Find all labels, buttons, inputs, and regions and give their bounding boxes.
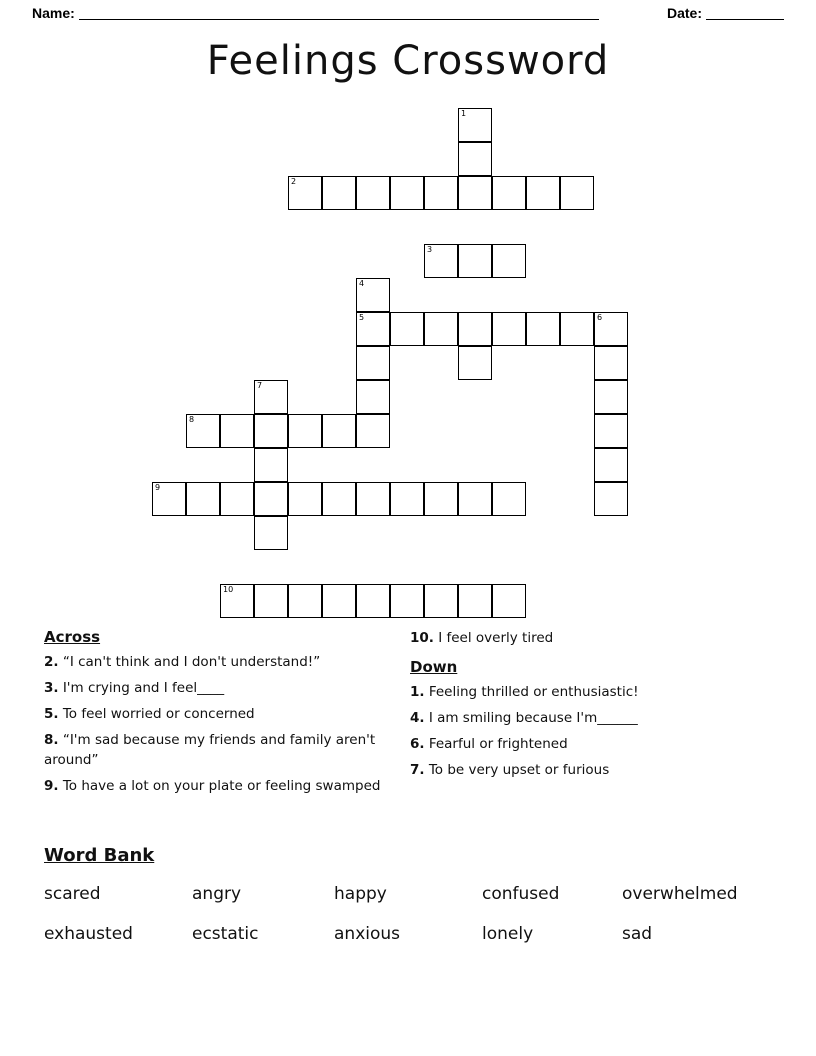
down-clue-list [410,682,780,780]
crossword-cell[interactable] [424,244,458,278]
clue-item [410,708,780,728]
crossword-cell[interactable] [186,414,220,448]
clue-item [410,682,780,702]
crossword-cell[interactable] [220,482,254,516]
across-clue-list-continued [410,628,780,648]
date-label: Date: [666,5,702,21]
clue-item [44,776,394,796]
clue-item [44,678,394,698]
crossword-cell-number: 1 [461,109,467,118]
crossword-cell[interactable] [458,244,492,278]
clue-number: 8. [44,732,59,748]
crossword-cell[interactable] [254,414,288,448]
crossword-cell-number: 10 [223,585,234,594]
word-bank-word: lonely [482,924,534,944]
crossword-cell[interactable] [390,312,424,346]
crossword-cell[interactable] [458,346,492,380]
crossword-cell[interactable] [594,380,628,414]
across-heading: Across [44,628,101,646]
crossword-cell[interactable] [492,176,526,210]
crossword-cell-number: 9 [155,483,161,492]
crossword-cell[interactable] [220,584,254,618]
name-label: Name: [32,5,75,21]
worksheet-header [0,0,816,26]
crossword-cell[interactable] [492,312,526,346]
crossword-cell[interactable] [390,482,424,516]
crossword-cell[interactable] [288,414,322,448]
crossword-cell[interactable] [322,482,356,516]
crossword-cell[interactable] [288,482,322,516]
clue-number: 1. [410,684,425,700]
crossword-cell[interactable] [492,584,526,618]
crossword-cell[interactable] [322,414,356,448]
crossword-cell[interactable] [526,176,560,210]
clue-text: To be very upset or furious [424,762,610,778]
crossword-cell[interactable] [254,380,288,414]
word-bank-grid [44,884,784,944]
crossword-cell[interactable] [594,346,628,380]
name-write-line[interactable] [79,7,599,20]
across-clue-list [44,652,394,796]
crossword-cell[interactable] [322,584,356,618]
crossword-cell[interactable] [560,176,594,210]
crossword-cell[interactable] [424,312,458,346]
word-bank-word: overwhelmed [622,884,738,904]
crossword-cell[interactable] [254,448,288,482]
word-bank-word: scared [44,884,101,904]
crossword-grid[interactable] [0,108,816,628]
crossword-cell[interactable] [356,380,390,414]
crossword-cell-number: 6 [597,313,603,322]
crossword-cell[interactable] [594,448,628,482]
word-bank-word: angry [192,884,242,904]
crossword-cell[interactable] [424,482,458,516]
crossword-cell[interactable] [560,312,594,346]
clue-item [44,730,394,770]
crossword-cell[interactable] [458,108,492,142]
crossword-cell-number: 7 [257,381,263,390]
date-write-line[interactable] [706,7,784,20]
clues-column-left [44,628,394,802]
crossword-cell[interactable] [424,584,458,618]
crossword-cell[interactable] [254,482,288,516]
clue-number: 6. [410,736,425,752]
clue-text: Feeling thrilled or enthusiastic! [424,684,639,700]
clue-text: I'm crying and I feel____ [58,680,225,696]
crossword-cell-number: 8 [189,415,195,424]
clue-text: To feel worried or concerned [58,706,255,722]
clue-text: I feel overly tired [433,630,554,646]
crossword-cell[interactable] [356,176,390,210]
crossword-cell[interactable] [322,176,356,210]
clues-section [0,628,816,828]
clue-number: 2. [44,654,59,670]
clue-item [410,734,780,754]
crossword-cell[interactable] [458,142,492,176]
crossword-cell-number: 4 [359,279,365,288]
clue-number: 10. [410,630,434,646]
crossword-cell[interactable] [356,584,390,618]
clue-item [44,652,394,672]
crossword-cell[interactable] [458,584,492,618]
clue-text: “I can't think and I don't understand!” [58,654,321,670]
clue-item [410,628,780,648]
word-bank-word: exhausted [44,924,133,944]
clue-text: I am smiling because I'm______ [424,710,638,726]
crossword-cell[interactable] [254,584,288,618]
crossword-cell[interactable] [458,312,492,346]
crossword-cell[interactable] [390,584,424,618]
crossword-cell-number: 5 [359,313,365,322]
crossword-cell[interactable] [594,312,628,346]
crossword-cell[interactable] [526,312,560,346]
crossword-cell[interactable] [594,482,628,516]
down-heading: Down [410,658,458,676]
clue-number: 7. [410,762,425,778]
word-bank-word: confused [482,884,560,904]
crossword-cell[interactable] [152,482,186,516]
crossword-cell[interactable] [356,312,390,346]
crossword-cell[interactable] [492,244,526,278]
clue-number: 9. [44,778,59,794]
crossword-cell[interactable] [288,584,322,618]
crossword-cell[interactable] [186,482,220,516]
crossword-cell[interactable] [492,482,526,516]
crossword-cell[interactable] [356,346,390,380]
clue-number: 3. [44,680,59,696]
crossword-cell[interactable] [220,414,254,448]
crossword-cell[interactable] [458,176,492,210]
word-bank-heading: Word Bank [44,845,155,866]
page-title: Feelings Crossword [206,38,610,84]
clue-text: “I'm sad because my friends and family aren't around” [44,732,376,768]
crossword-cell[interactable] [594,414,628,448]
clue-number: 4. [410,710,425,726]
crossword-cell[interactable] [356,482,390,516]
crossword-cell-number: 2 [291,177,297,186]
word-bank-word: sad [622,924,653,944]
crossword-cell[interactable] [390,176,424,210]
clue-number: 5. [44,706,59,722]
word-bank-section [44,845,784,944]
word-bank-word: ecstatic [192,924,259,944]
crossword-cell[interactable] [254,516,288,550]
word-bank-word: anxious [334,924,401,944]
crossword-cell-number: 3 [427,245,433,254]
clue-item [44,704,394,724]
crossword-cell[interactable] [356,278,390,312]
clue-text: To have a lot on your plate or feeling swamped [58,778,381,794]
crossword-cell[interactable] [356,414,390,448]
crossword-cell[interactable] [288,176,322,210]
crossword-cell[interactable] [458,482,492,516]
clues-column-right [410,628,780,786]
clue-text: Fearful or frightened [424,736,568,752]
clue-item [410,760,780,780]
word-bank-word: happy [334,884,387,904]
crossword-cell[interactable] [424,176,458,210]
